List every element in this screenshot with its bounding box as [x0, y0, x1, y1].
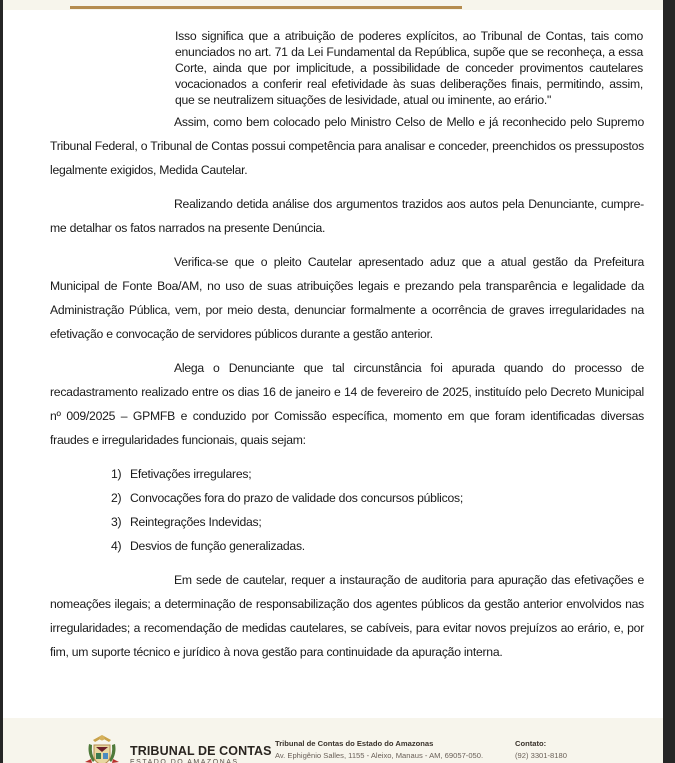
list-number: 2): [111, 491, 122, 505]
paragraph-4: Alega o Denunciante que tal circunstância foi apurada quando do processo de recadastramento realizado entre os dias 16 de janeiro e 14 de fevereiro de 2025, instituído pelo Decreto Municipal nº 009/2025 – GPMFB e conduzido por Comissão específica, momento em que foram identificadas diversas fraudes e irregularidades funcionais, quais sejam:: [50, 361, 644, 447]
list-text: Reintegrações Indevidas;: [130, 515, 262, 529]
irregularities-list: [111, 462, 463, 558]
paragraph-3: Verifica-se que o pleito Cautelar apresentado aduz que a atual gestão da Prefeitura Municipal de Fonte Boa/AM, no uso de suas atribuições legais e prezando pela transparência e legalidade da Administração Pública, vem, por meio desta, denunciar formalmente a ocorrência de graves irregularidades na efetivação e convocação de servidores públicos durante a gestão anterior.: [50, 255, 644, 341]
address-title: Tribunal de Contas do Estado do Amazonas: [275, 739, 434, 748]
list-item: [111, 510, 463, 534]
block-quote: Isso significa que a atribuição de poderes explícitos, ao Tribunal de Contas, tais como enunciados no art. 71 da Lei Fundamental da República, supõe que se reconheça, a essa Corte, ainda que por implicitude, a possibilidade de conceder provimentos cautelares vocacionados a conferir real efetividade às suas deliberações finais, permitindo, assim, que se neutralizem situações de lesividade, atual ou iminente, ao erário.": [175, 29, 643, 107]
brand-name: TRIBUNAL DE CONTAS: [130, 744, 272, 758]
list-number: 4): [111, 539, 122, 553]
list-text: Efetivações irregulares;: [130, 467, 252, 481]
address-line: Av. Ephigênio Salles, 1155 - Aleixo, Manaus - AM, 69057-050.: [275, 751, 484, 760]
list-number: 1): [111, 467, 122, 481]
header-divider: [70, 6, 462, 9]
contact-phone: (92) 3301-8180: [515, 751, 567, 760]
contact-title: Contato:: [515, 739, 547, 748]
paragraph-5: Em sede de cautelar, requer a instauração de auditoria para apuração das efetivações e nomeações ilegais; a determinação de responsabilização dos agentes públicos da gestão anterior envolvidos nas irregularidades; a recomendação de medidas cautelares, se cabíveis, para evitar novos prejuízos ao erário, e, por fim, um suporte técnico e jurídico à nova gestão para continuidade da apuração interna.: [50, 573, 644, 659]
list-item: [111, 534, 463, 558]
brand-subtitle: ESTADO DO AMAZONAS: [130, 759, 239, 763]
list-number: 3): [111, 515, 122, 529]
list-item: [111, 486, 463, 510]
coat-of-arms-icon: [83, 732, 121, 763]
list-item: [111, 462, 463, 486]
page-footer: [3, 718, 663, 763]
list-text: Convocações fora do prazo de validade dos concursos públicos;: [130, 491, 463, 505]
paragraph-2: Realizando detida análise dos argumentos trazidos aos autos pela Denunciante, cumpre-me detalhar os fatos narrados na presente Denúncia.: [50, 197, 644, 235]
document-page: [3, 0, 663, 763]
paragraph-1: Assim, como bem colocado pelo Ministro Celso de Mello e já reconhecido pelo Supremo Tribunal Federal, o Tribunal de Contas possui competência para analisar e conceder, preenchidos os pressupostos legalmente exigidos, Medida Cautelar.: [50, 115, 644, 177]
list-text: Desvios de função generalizadas.: [130, 539, 305, 553]
